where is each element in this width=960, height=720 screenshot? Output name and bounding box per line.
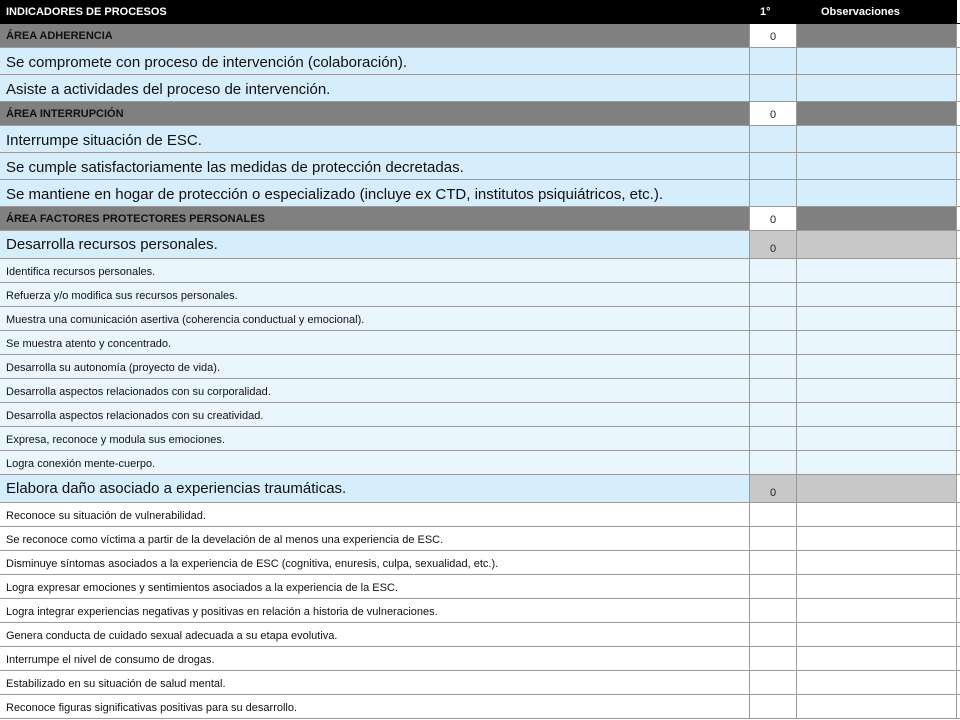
indicator-row xyxy=(0,355,960,379)
observaciones-cell[interactable] xyxy=(797,623,957,646)
observaciones-cell[interactable] xyxy=(797,403,957,426)
period-1-cell[interactable] xyxy=(750,153,797,179)
indicator-row xyxy=(0,575,960,599)
indicator-label: ÁREA INTERRUPCIÓN xyxy=(0,102,750,125)
indicator-label: Identifica recursos personales. xyxy=(0,259,750,282)
period-1-cell[interactable] xyxy=(750,647,797,670)
indicator-row xyxy=(0,180,960,207)
indicator-label: Logra expresar emociones y sentimientos asociados a la experiencia de la ESC. xyxy=(0,575,750,598)
period-1-cell[interactable]: 0 xyxy=(750,475,797,502)
observaciones-cell[interactable] xyxy=(797,259,957,282)
indicator-row xyxy=(0,307,960,331)
observaciones-cell[interactable] xyxy=(797,695,957,718)
period-1-cell[interactable] xyxy=(750,551,797,574)
indicator-label: Se cumple satisfactoriamente las medidas de protección decretadas. xyxy=(0,153,750,179)
observaciones-cell[interactable] xyxy=(797,231,957,258)
indicator-row xyxy=(0,599,960,623)
observaciones-cell[interactable] xyxy=(797,153,957,179)
period-1-cell[interactable] xyxy=(750,671,797,694)
indicator-label: Asiste a actividades del proceso de intervención. xyxy=(0,75,750,101)
observaciones-cell[interactable] xyxy=(797,102,957,125)
indicator-label: Se reconoce como víctima a partir de la develación de al menos una experiencia de ESC. xyxy=(0,527,750,550)
indicator-row xyxy=(0,331,960,355)
observaciones-cell[interactable] xyxy=(797,180,957,206)
period-1-cell[interactable] xyxy=(750,126,797,152)
period-1-cell[interactable] xyxy=(750,575,797,598)
observaciones-cell[interactable] xyxy=(797,75,957,101)
observaciones-cell[interactable] xyxy=(797,331,957,354)
indicator-row xyxy=(0,379,960,403)
period-1-cell[interactable] xyxy=(750,48,797,74)
indicator-label: ÁREA FACTORES PROTECTORES PERSONALES xyxy=(0,207,750,230)
observaciones-cell[interactable] xyxy=(797,355,957,378)
indicator-row xyxy=(0,427,960,451)
period-1-cell[interactable] xyxy=(750,599,797,622)
period-1-cell[interactable]: 0 xyxy=(750,231,797,258)
period-1-cell[interactable] xyxy=(750,259,797,282)
indicator-row xyxy=(0,551,960,575)
indicator-row xyxy=(0,126,960,153)
period-1-cell[interactable]: 0 xyxy=(750,102,797,125)
period-1-cell[interactable] xyxy=(750,695,797,718)
indicator-label: Desarrolla aspectos relacionados con su creatividad. xyxy=(0,403,750,426)
indicator-row xyxy=(0,403,960,427)
observaciones-cell[interactable] xyxy=(797,283,957,306)
indicator-label: Logra conexión mente-cuerpo. xyxy=(0,451,750,474)
period-1-cell[interactable] xyxy=(750,75,797,101)
period-1-cell[interactable] xyxy=(750,180,797,206)
observaciones-cell[interactable] xyxy=(797,599,957,622)
indicator-label: Interrumpe situación de ESC. xyxy=(0,126,750,152)
period-1-cell[interactable] xyxy=(750,379,797,402)
indicator-label: Logra integrar experiencias negativas y positivas en relación a historia de vulneraciones. xyxy=(0,599,750,622)
indicator-row xyxy=(0,647,960,671)
indicator-label: Se compromete con proceso de intervención (colaboración). xyxy=(0,48,750,74)
period-1-cell[interactable] xyxy=(750,355,797,378)
subarea-row xyxy=(0,475,960,503)
area-row xyxy=(0,24,960,48)
indicator-row xyxy=(0,48,960,75)
indicator-row xyxy=(0,283,960,307)
indicator-label: Refuerza y/o modifica sus recursos personales. xyxy=(0,283,750,306)
observaciones-cell[interactable] xyxy=(797,551,957,574)
indicator-label: Elabora daño asociado a experiencias traumáticas. xyxy=(0,475,750,502)
indicator-label: Se muestra atento y concentrado. xyxy=(0,331,750,354)
indicator-label: Desarrolla recursos personales. xyxy=(0,231,750,258)
observaciones-cell[interactable] xyxy=(797,427,957,450)
observaciones-cell[interactable] xyxy=(797,48,957,74)
header-period-1: 1° xyxy=(760,5,771,18)
period-1-cell[interactable]: 0 xyxy=(750,207,797,230)
observaciones-cell[interactable] xyxy=(797,671,957,694)
observaciones-cell[interactable] xyxy=(797,575,957,598)
indicator-label: Estabilizado en su situación de salud mental. xyxy=(0,671,750,694)
indicator-row xyxy=(0,75,960,102)
observaciones-cell[interactable] xyxy=(797,647,957,670)
observaciones-cell[interactable] xyxy=(797,307,957,330)
area-row xyxy=(0,207,960,231)
indicator-label: Se mantiene en hogar de protección o especializado (incluye ex CTD, institutos psiquiátricos, etc.). xyxy=(0,180,750,206)
period-1-cell[interactable] xyxy=(750,503,797,526)
indicator-label: Desarrolla aspectos relacionados con su corporalidad. xyxy=(0,379,750,402)
period-1-cell[interactable] xyxy=(750,307,797,330)
period-1-cell[interactable] xyxy=(750,451,797,474)
indicator-label: Interrumpe el nivel de consumo de drogas. xyxy=(0,647,750,670)
indicator-label: Reconoce figuras significativas positivas para su desarrollo. xyxy=(0,695,750,718)
indicator-row xyxy=(0,671,960,695)
observaciones-cell[interactable] xyxy=(797,451,957,474)
indicator-row xyxy=(0,451,960,475)
indicator-row xyxy=(0,527,960,551)
indicator-label: Desarrolla su autonomía (proyecto de vida). xyxy=(0,355,750,378)
indicator-label: Reconoce su situación de vulnerabilidad. xyxy=(0,503,750,526)
period-1-cell[interactable] xyxy=(750,331,797,354)
header-observaciones: Observaciones xyxy=(821,5,900,18)
observaciones-cell[interactable] xyxy=(797,503,957,526)
indicator-label: Genera conducta de cuidado sexual adecuada a su etapa evolutiva. xyxy=(0,623,750,646)
table-header xyxy=(0,0,960,24)
period-1-cell[interactable]: 0 xyxy=(750,24,797,47)
period-1-cell[interactable] xyxy=(750,623,797,646)
area-row xyxy=(0,102,960,126)
indicator-row xyxy=(0,695,960,719)
period-1-cell[interactable] xyxy=(750,427,797,450)
indicator-row xyxy=(0,623,960,647)
observaciones-cell[interactable] xyxy=(797,207,957,230)
header-indicadores: INDICADORES DE PROCESOS xyxy=(6,5,167,18)
observaciones-cell[interactable] xyxy=(797,126,957,152)
observaciones-cell[interactable] xyxy=(797,379,957,402)
indicator-row xyxy=(0,259,960,283)
period-1-cell[interactable] xyxy=(750,283,797,306)
subarea-row xyxy=(0,231,960,259)
indicator-label: Expresa, reconoce y modula sus emociones. xyxy=(0,427,750,450)
observaciones-cell[interactable] xyxy=(797,24,957,47)
indicator-label: Muestra una comunicación asertiva (coherencia conductual y emocional). xyxy=(0,307,750,330)
table-body xyxy=(0,24,960,719)
indicator-label: Disminuye síntomas asociados a la experiencia de ESC (cognitiva, enuresis, culpa, sexualidad, etc.). xyxy=(0,551,750,574)
indicator-row xyxy=(0,153,960,180)
indicator-label: ÁREA ADHERENCIA xyxy=(0,24,750,47)
indicator-row xyxy=(0,503,960,527)
period-1-cell[interactable] xyxy=(750,403,797,426)
period-1-cell[interactable] xyxy=(750,527,797,550)
observaciones-cell[interactable] xyxy=(797,475,957,502)
observaciones-cell[interactable] xyxy=(797,527,957,550)
